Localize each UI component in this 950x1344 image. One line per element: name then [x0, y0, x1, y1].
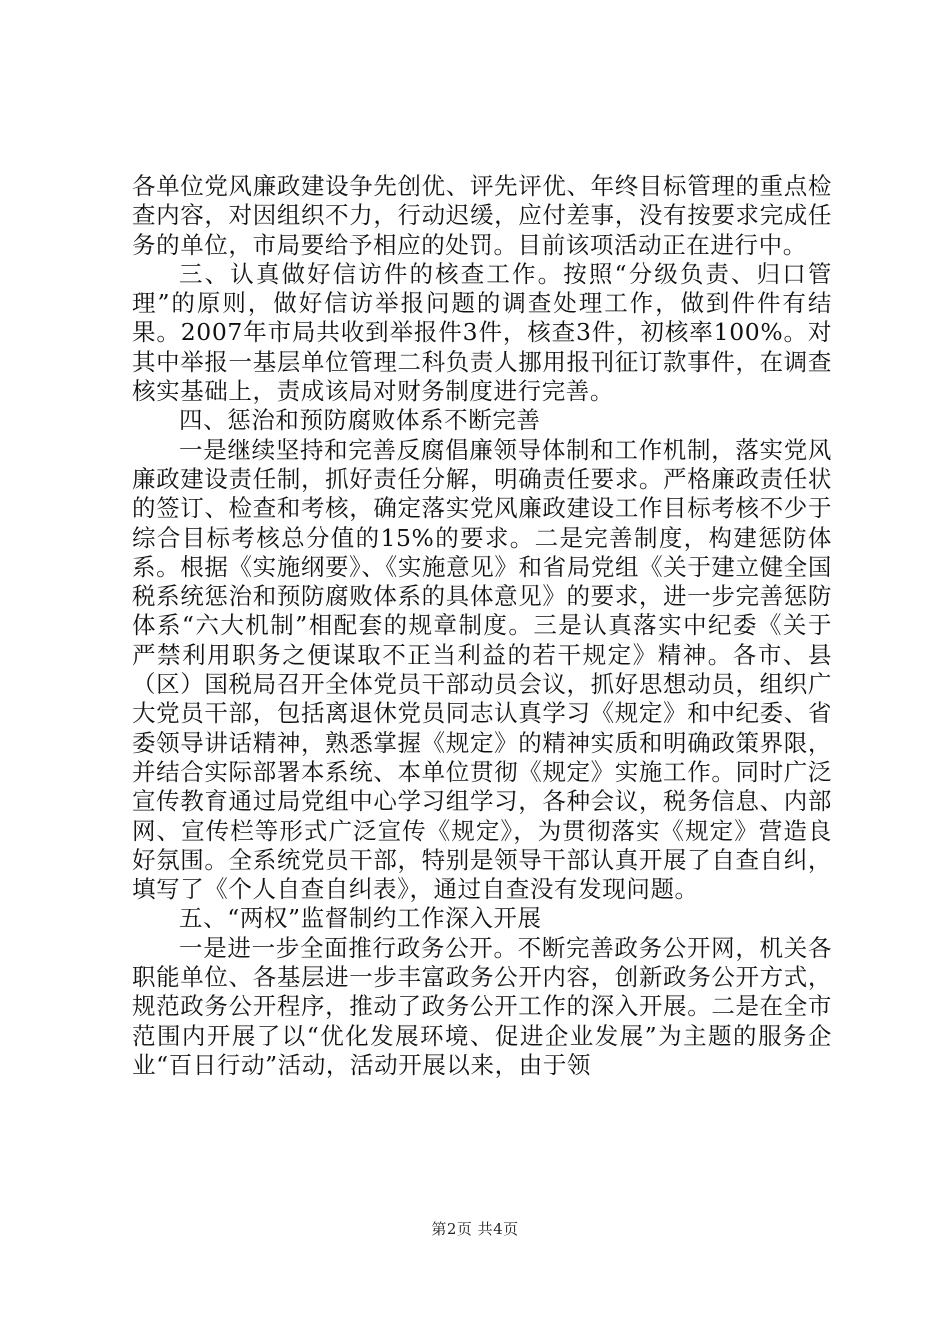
- document-body: [132, 172, 832, 1080]
- paragraph-3: 一是继续坚持和完善反腐倡廉领导体制和工作机制，落实党风廉政建设责任制，抓好责任分解，明确责任要求。严格廉政责任状的签订、检查和考核，确定落实党风廉政建设工作目标考核不少于综合目标考核总分值的15%的要求。二是完善制度，构建惩防体系。根据《实施纲要》、《实施意见》和省局党组《关于建立健全国税系统惩治和预防腐败体系的具体意见》的要求，进一步完善惩防体系“六大机制”相配套的规章制度。三是认真落实中纪委《关于严禁利用职务之便谋取不正当利益的若干规定》精神。各市、县（区）国税局召开全体党员干部动员会议，抓好思想动员，组织广大党员干部，包括离退休党员同志认真学习《规定》和中纪委、省委领导讲话精神，熟悉掌握《规定》的精神实质和明确政策界限，并结合实际部署本系统、本单位贯彻《规定》实施工作。同时广泛宣传教育通过局党组中心学习组学习，各种会议，税务信息、内部网、宣传栏等形式广泛宣传《规定》，为贯彻落实《规定》营造良好氛围。全系统党员干部，特别是领导干部认真开展了自查自纠，填写了《个人自查自纠表》，通过自查没有发现问题。: [132, 435, 832, 904]
- paragraph-1: 各单位党风廉政建设争先创优、评先评优、年终目标管理的重点检查内容，对因组织不力，行动迟缓，应付差事，没有按要求完成任务的单位，市局要给予相应的处罚。目前该项活动正在进行中。: [132, 172, 832, 259]
- paragraph-2: 三、认真做好信访件的核查工作。按照“分级负责、归口管理”的原则，做好信访举报问题的调查处理工作，做到件件有结果。2007年市局共收到举报件3件，核查3件，初核率100%。对其中举报一基层单位管理二科负责人挪用报刊征订款事件，在调查核实基础上，责成该局对财务制度进行完善。: [132, 259, 832, 406]
- section-heading-5: 五、“两权”监督制约工作深入开展: [179, 904, 542, 933]
- page-footer: 第2页 共4页: [431, 1220, 519, 1238]
- section-heading-4: 四、惩治和预防腐败体系不断完善: [179, 406, 541, 435]
- paragraph-4: 一是进一步全面推行政务公开。不断完善政务公开网，机关各职能单位、各基层进一步丰富政务公开内容，创新政务公开方式，规范政务公开程序，推动了政务公开工作的深入开展。二是在全市范围内开展了以“优化发展环境、促进企业发展”为主题的服务企业“百日行动”活动，活动开展以来，由于领: [132, 933, 832, 1079]
